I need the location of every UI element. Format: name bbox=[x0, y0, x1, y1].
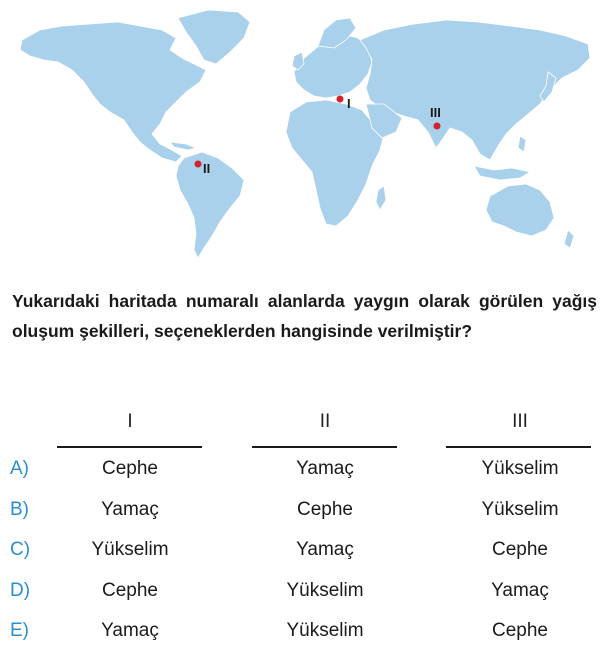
option-cell-ii: Cephe bbox=[297, 499, 353, 520]
option-row-d[interactable] bbox=[0, 580, 605, 620]
option-letter: D) bbox=[10, 580, 31, 601]
new-zealand-islands bbox=[564, 230, 574, 248]
column-divider-i bbox=[57, 446, 202, 448]
column-divider-iii bbox=[446, 446, 591, 448]
question-text: Yukarıdaki haritada numaralı alanlarda yaygın olarak görülen yağış oluşum şekilleri, seçeneklerden hangisinde verilmiştir? bbox=[12, 291, 597, 341]
option-cell-ii: Yamaç bbox=[296, 539, 354, 560]
option-cell-i: Cephe bbox=[102, 458, 158, 479]
option-cell-i: Yamaç bbox=[101, 620, 159, 641]
option-cell-iii: Yamaç bbox=[491, 580, 549, 601]
option-letter: C) bbox=[10, 539, 31, 560]
australia-landmass bbox=[486, 184, 554, 236]
column-header-i: I bbox=[127, 411, 133, 432]
option-row-e[interactable] bbox=[0, 620, 605, 660]
column-header-iii: III bbox=[512, 411, 528, 432]
option-cell-iii: Yükselim bbox=[481, 499, 559, 520]
marker-i-dot bbox=[337, 96, 344, 103]
option-cell-iii: Cephe bbox=[492, 620, 548, 641]
column-divider-ii bbox=[252, 446, 397, 448]
option-cell-iii: Cephe bbox=[492, 539, 548, 560]
asia-landmass bbox=[360, 20, 590, 160]
north-america-landmass bbox=[20, 22, 206, 162]
option-cell-i: Yamaç bbox=[101, 499, 159, 520]
option-cell-ii: Yükselim bbox=[286, 580, 364, 601]
marker-ii-label: II bbox=[203, 161, 211, 176]
greenland-landmass bbox=[178, 10, 250, 64]
marker-iii-label: III bbox=[430, 105, 441, 120]
option-letter: E) bbox=[10, 620, 29, 641]
marker-i-label: I bbox=[347, 96, 351, 111]
option-letter: A) bbox=[10, 458, 29, 479]
column-header-ii: II bbox=[319, 411, 331, 432]
caribbean-islands bbox=[170, 142, 196, 150]
option-letter: B) bbox=[10, 499, 29, 520]
option-row-b[interactable] bbox=[0, 499, 605, 539]
option-cell-i: Yükselim bbox=[91, 539, 169, 560]
option-cell-ii: Yamaç bbox=[296, 458, 354, 479]
world-map bbox=[0, 0, 605, 268]
southeast-asia-islands bbox=[474, 166, 530, 180]
philippines-islands bbox=[518, 136, 526, 152]
madagascar-island bbox=[376, 186, 386, 210]
option-row-c[interactable] bbox=[0, 539, 605, 579]
option-cell-i: Cephe bbox=[102, 580, 158, 601]
option-cell-iii: Yükselim bbox=[481, 458, 559, 479]
marker-ii-dot bbox=[195, 161, 202, 168]
option-cell-ii: Yükselim bbox=[286, 620, 364, 641]
option-row-a[interactable] bbox=[0, 458, 605, 498]
africa-landmass bbox=[286, 100, 384, 226]
marker-iii-dot bbox=[434, 123, 441, 130]
